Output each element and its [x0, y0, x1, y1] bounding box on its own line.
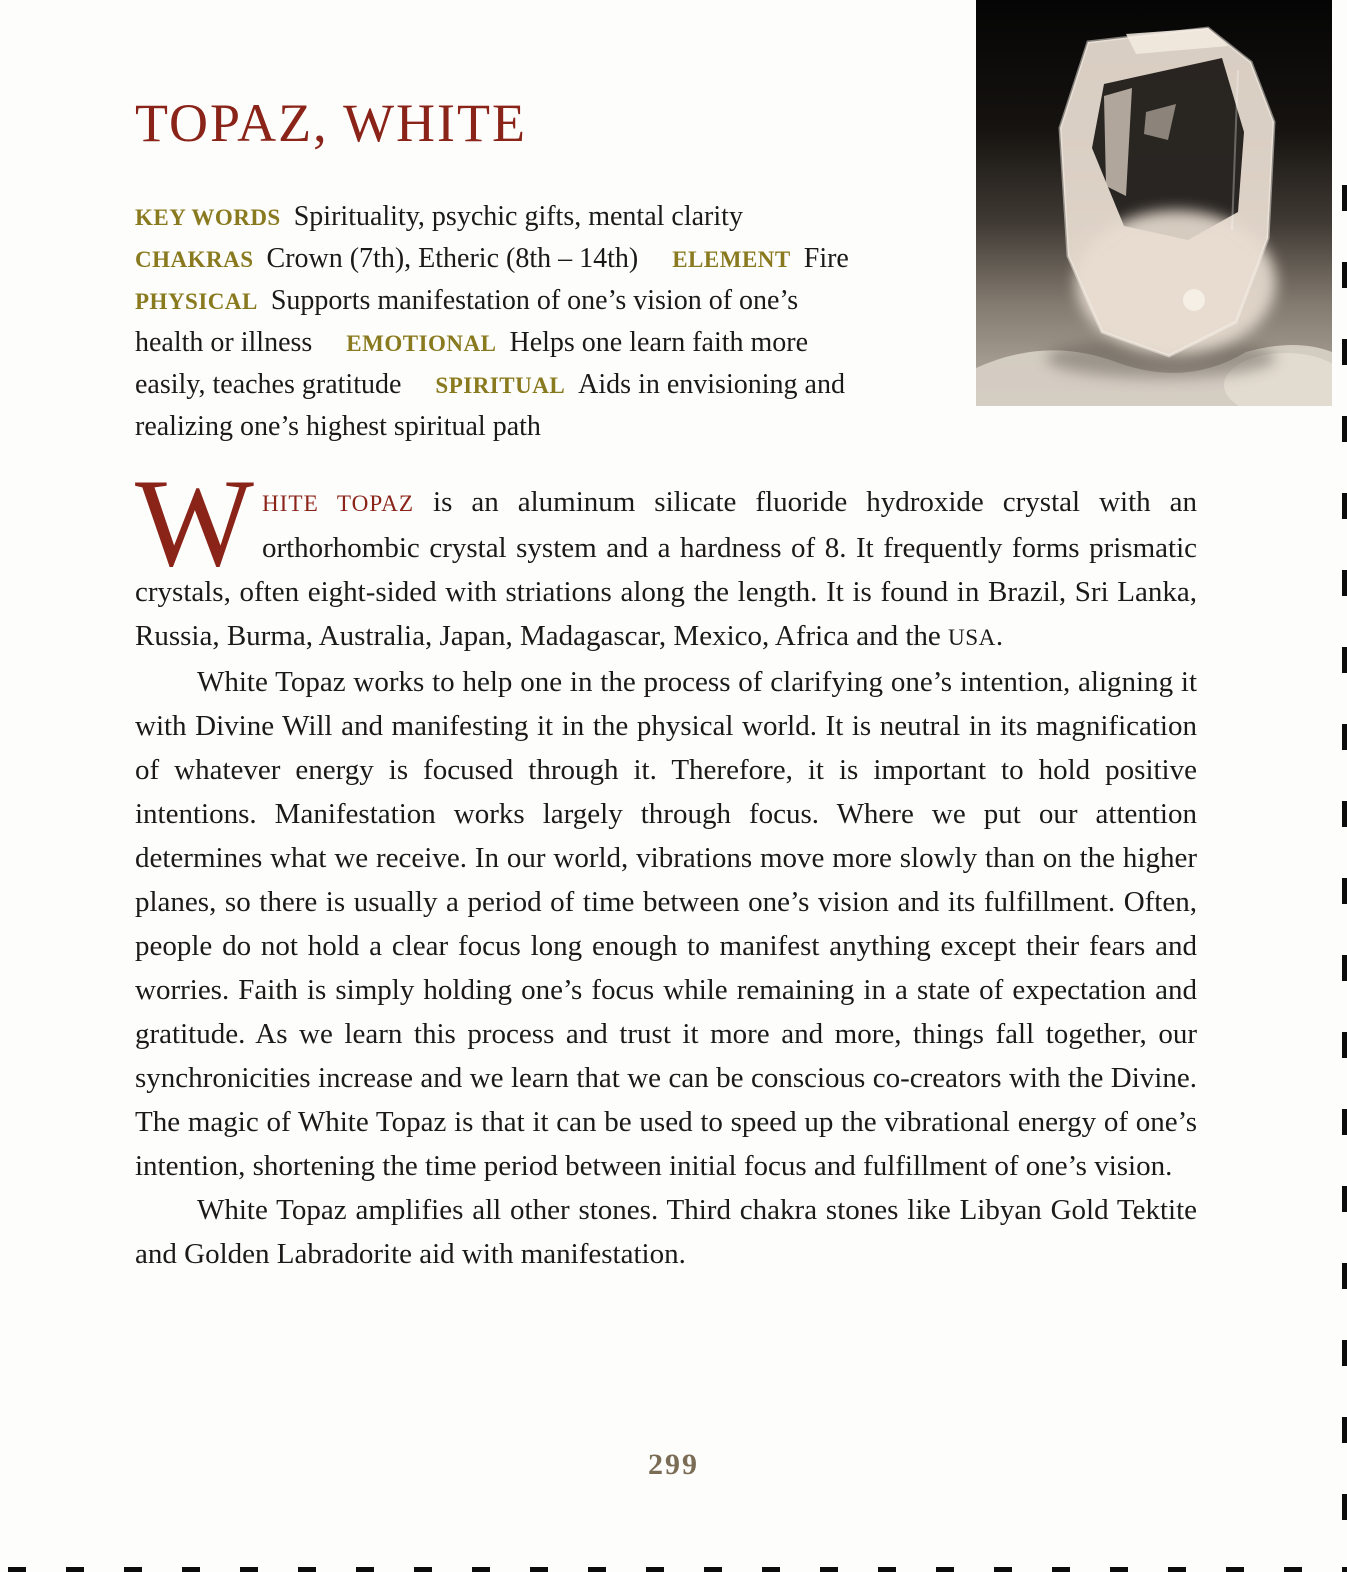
property-value: Helps one learn faith more [509, 327, 809, 358]
page-title: TOPAZ, WHITE [135, 93, 528, 153]
properties-line [135, 238, 995, 280]
properties-line [135, 196, 995, 238]
property-value: Aids in envisioning and [578, 369, 845, 400]
property-value: Crown (7th), Etheric (8th – 14th) [266, 243, 639, 274]
property-value: easily, teaches gratitude [135, 369, 402, 400]
property-label: PHYSICAL [135, 289, 258, 314]
property-label: KEY WORDS [135, 205, 281, 230]
property-label: SPIRITUAL [435, 373, 566, 398]
dropcap-letter: W [135, 454, 254, 593]
properties-line [135, 322, 995, 364]
property-label: EMOTIONAL [346, 331, 497, 356]
body-text [135, 454, 1197, 1276]
styled-text: HITE TOPAZ [261, 491, 415, 517]
paragraph: White Topaz amplifies all other stones. Third chakra stones like Libyan Gold Tektite and Golden Labradorite aid with manifestation. [135, 1194, 1197, 1270]
paragraph: White Topaz works to help one in the process of clarifying one’s intention, aligning it with Divine Will and manifesting it in the physical world. It is neutral in its magnification of whatever energy is focused through it. Therefore, it is important to hold positive intentions. Manifestation works largely through focus. Where we put our attention determines what we receive. In our world, vibrations move more slowly than on the higher planes, so there is usually a period of time between one’s vision and its fulfillment. Often, people do not hold a clear focus long enough to manifest anything except their fears and worries. Faith is simply holding one’s focus while remaining in a state of expectation and gratitude. As we learn this process and trust it more and more, things fall together, our synchronicities increase and we learn that we can be conscious co-creators with the Divine. The magic of White Topaz is that it can be used to speed up the vibrational energy of one’s intention, shortening the time period between initial focus and fulfillment of one’s vision. [135, 666, 1197, 1182]
crystal-illustration [976, 0, 1332, 406]
property-label: CHAKRAS [135, 247, 254, 272]
property-value: realizing one’s highest spiritual path [135, 411, 541, 442]
property-value: Supports manifestation of one’s vision of one’s [270, 285, 799, 316]
styled-text: USA [948, 625, 996, 651]
property-label: ELEMENT [672, 247, 791, 272]
property-value: health or illness [135, 327, 313, 358]
property-value: Fire [803, 243, 849, 274]
page-edge-marks-right [1342, 185, 1347, 1572]
page-edge-marks-bottom [0, 1567, 1347, 1572]
properties-line [135, 406, 995, 447]
page-number: 299 [648, 1448, 699, 1481]
paragraph: WHITE TOPAZ is an aluminum silicate fluoride hydroxide crystal with an orthorhombic crystal system and a hardness of 8. It frequently forms prismatic crystals, often eight-sided with striations along the length. It is found in Brazil, Sri Lanka, Russia, Burma, Australia, Japan, Madagascar, Mexico, Africa and the USA. [135, 454, 1197, 652]
white-topaz-photo [976, 0, 1332, 406]
property-value: Spirituality, psychic gifts, mental clarity [293, 201, 743, 232]
properties-line [135, 364, 995, 406]
properties-block [135, 196, 995, 447]
properties-line [135, 280, 995, 322]
